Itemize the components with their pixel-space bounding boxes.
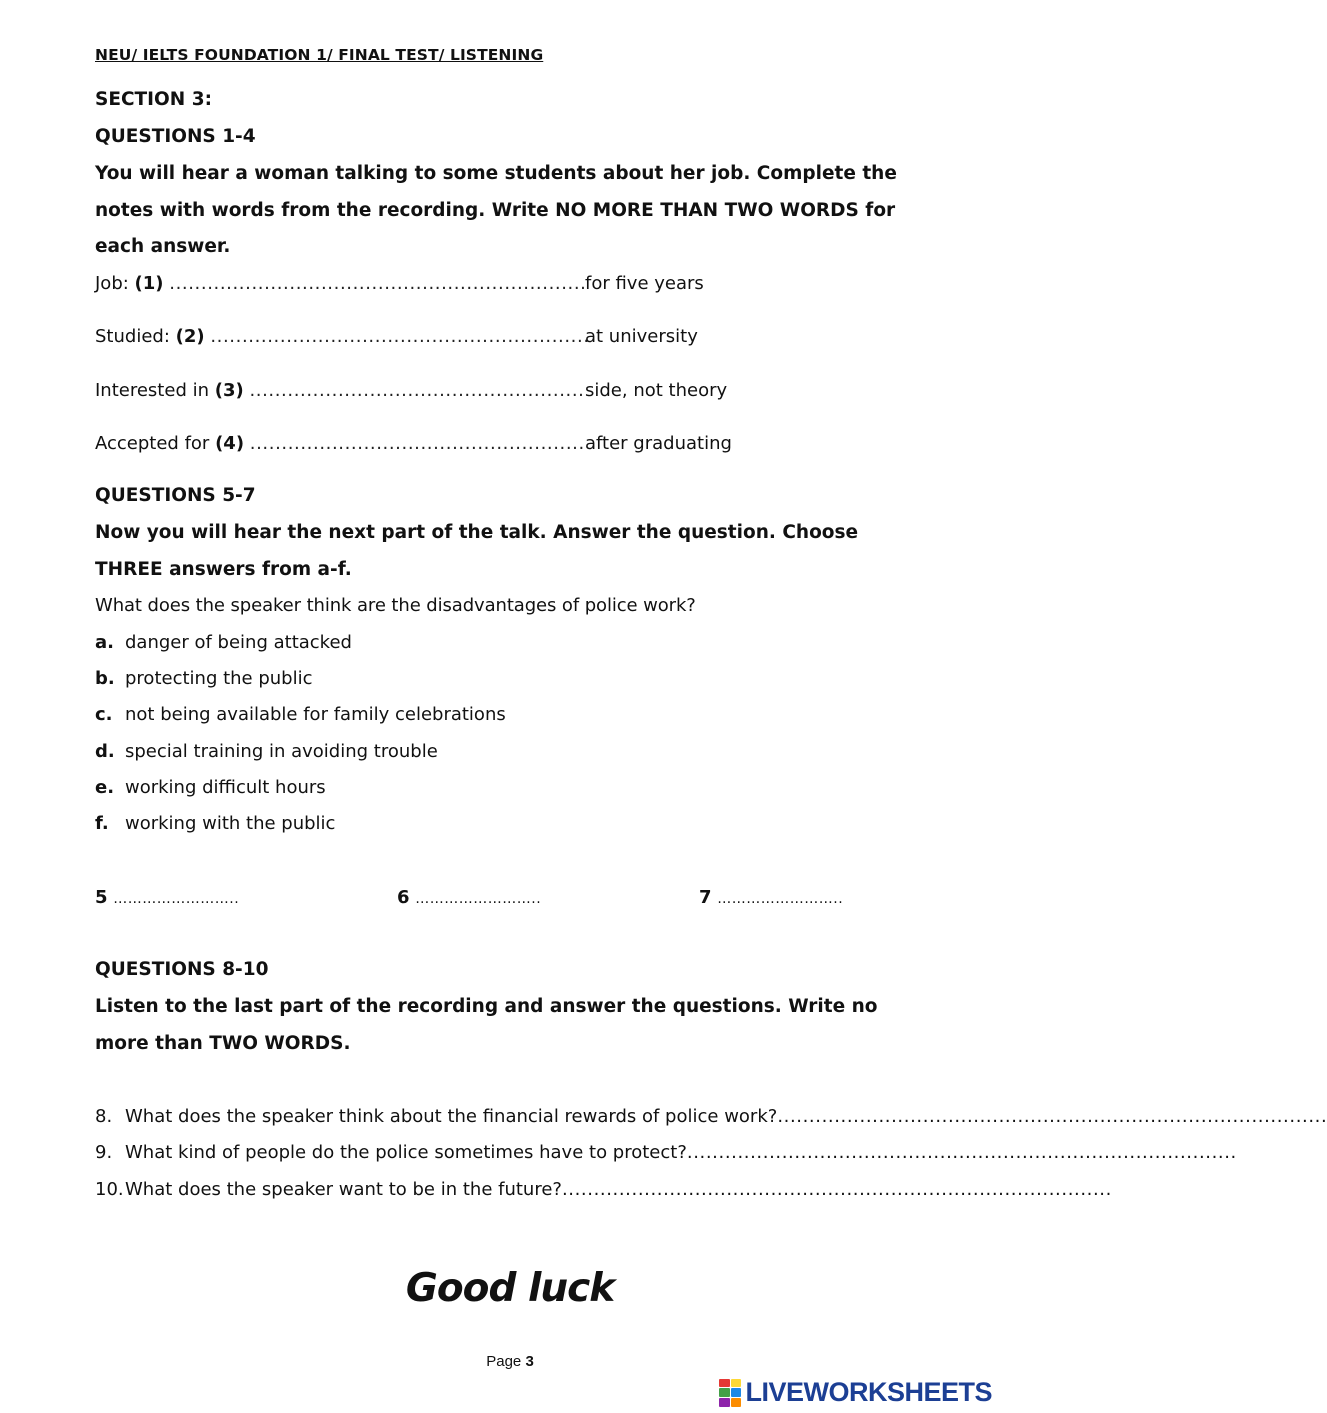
answer-blank-6[interactable]: ……………………..	[415, 891, 542, 907]
questions-5-7-instruction: Now you will hear the next part of the talk. Answer the question. Choose THREE answers from a-f.	[95, 522, 859, 580]
liveworksheets-brand[interactable]	[719, 1377, 992, 1408]
questions-5-7-question: What does the speaker think are the disadvantages of police work?	[95, 595, 696, 616]
page-footer	[0, 1353, 1020, 1370]
note-row-3	[95, 380, 585, 401]
answer-blank-2[interactable]: ............................................................	[210, 326, 590, 347]
answer-number: 6	[397, 887, 410, 908]
option-text-b: protecting the public	[125, 668, 313, 689]
questions-8-10-title: QUESTIONS 8-10	[95, 959, 269, 980]
questions-1-4-instruction: You will hear a woman talking to some students about her job. Complete the notes with words from the recording. Write NO MORE THAN TWO WORDS for each answer.	[95, 163, 897, 257]
note-after-1: for five years	[585, 273, 704, 294]
option-letter-c: c.	[95, 704, 113, 725]
questions-5-7-title: QUESTIONS 5-7	[95, 485, 256, 506]
option-text-e: working difficult hours	[125, 777, 326, 798]
question-9-text: What kind of people do the police sometimes have to protect?	[125, 1142, 687, 1163]
option-letter-e: e.	[95, 777, 115, 798]
note-number: (4)	[215, 433, 245, 454]
question-10-text: What does the speaker want to be in the future?	[125, 1179, 562, 1200]
question-8	[125, 1106, 1327, 1127]
answer-6	[397, 887, 541, 908]
note-number: (3)	[214, 380, 244, 401]
option-letter-d: d.	[95, 741, 115, 762]
page-number: 3	[525, 1353, 534, 1370]
answer-blank-7[interactable]: ……………………..	[717, 891, 844, 907]
question-10-number: 10.	[95, 1179, 124, 1200]
closing-text: Good luck	[405, 1266, 615, 1311]
option-letter-b: b.	[95, 668, 115, 689]
answer-blank-5[interactable]: ……………………..	[113, 891, 240, 907]
note-label: Job:	[95, 273, 129, 294]
questions-1-4-title: QUESTIONS 1-4	[95, 126, 256, 147]
answer-blank-8[interactable]: .......................................................................................	[777, 1106, 1327, 1127]
answer-blank-10[interactable]: .......................................................................................	[561, 1179, 1112, 1200]
liveworksheets-logo-icon	[719, 1379, 741, 1407]
question-8-text: What does the speaker think about the financial rewards of police work?	[125, 1106, 778, 1127]
answer-blank-9[interactable]: .......................................................................................	[686, 1142, 1237, 1163]
answer-number: 5	[95, 887, 108, 908]
note-after-4: after graduating	[585, 433, 732, 454]
note-number: (1)	[134, 273, 164, 294]
note-label: Accepted for	[95, 433, 210, 454]
note-row-1	[95, 273, 587, 294]
note-row-4	[95, 433, 585, 454]
note-label: Studied:	[95, 326, 170, 347]
note-after-3: side, not theory	[585, 380, 728, 401]
question-10	[125, 1179, 1112, 1200]
note-row-2	[95, 326, 590, 347]
answer-5	[95, 887, 239, 908]
option-text-a: danger of being attacked	[125, 632, 352, 653]
page-label: Page	[486, 1353, 522, 1370]
answer-number: 7	[699, 887, 712, 908]
question-8-number: 8.	[95, 1106, 113, 1127]
brand-name: LIVEWORKSHEETS	[745, 1377, 992, 1407]
answer-blank-3[interactable]: .....................................................	[249, 380, 585, 401]
option-text-d: special training in avoiding trouble	[125, 741, 438, 762]
answer-blank-4[interactable]: .....................................................	[249, 433, 585, 454]
note-number: (2)	[175, 326, 205, 347]
option-letter-a: a.	[95, 632, 114, 653]
questions-8-10-instruction: Listen to the last part of the recording and answer the questions. Write no more than TWO WORDS.	[95, 996, 878, 1054]
answer-7	[699, 887, 843, 908]
option-text-c: not being available for family celebrations	[125, 704, 506, 725]
option-text-f: working with the public	[125, 813, 336, 834]
note-label: Interested in	[95, 380, 209, 401]
question-9-number: 9.	[95, 1142, 113, 1163]
option-letter-f: f.	[95, 813, 109, 834]
question-9	[125, 1142, 1237, 1163]
note-after-2: at university	[585, 326, 698, 347]
page-header: NEU/ IELTS FOUNDATION 1/ FINAL TEST/ LISTENING	[95, 46, 544, 64]
answer-blank-1[interactable]: ..................................................................	[169, 273, 587, 294]
section-title: SECTION 3:	[95, 89, 212, 110]
